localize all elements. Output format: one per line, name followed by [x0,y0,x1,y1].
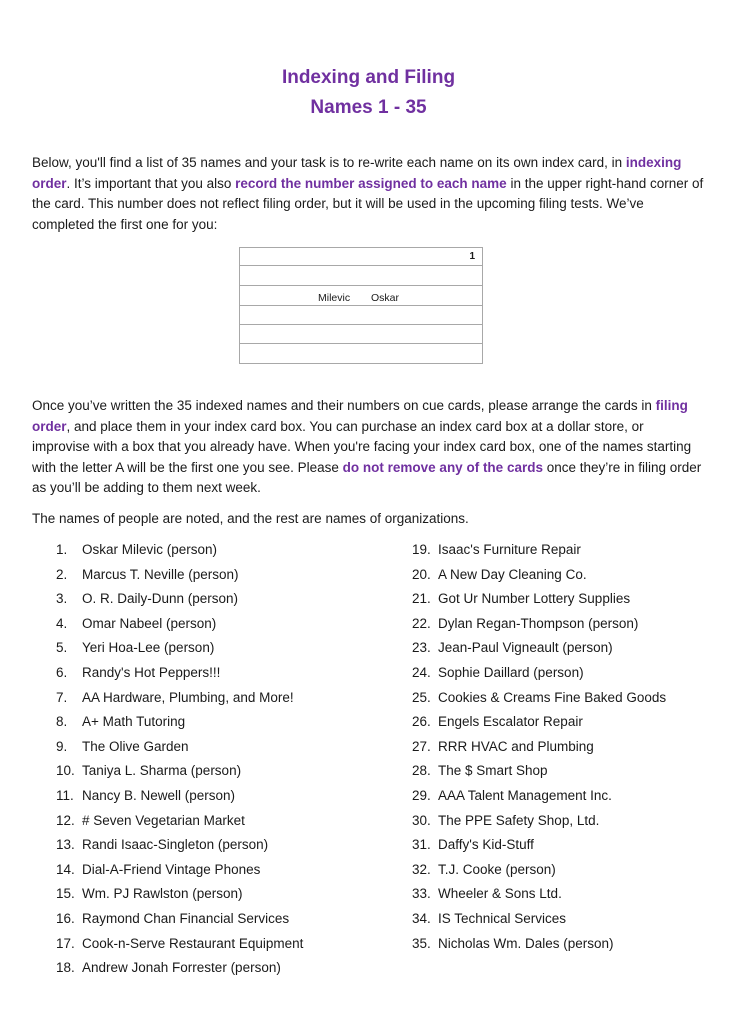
name-list-item [412,885,666,910]
item-number: 13. [56,837,75,853]
card-first-name: Oskar [371,292,400,304]
item-name: AAA Talent Management Inc. [438,787,612,803]
item-name: Dial-A-Friend Vintage Phones [82,861,261,877]
item-name: Cook-n-Serve Restaurant Equipment [82,935,304,951]
item-name: # Seven Vegetarian Market [82,812,245,828]
name-list-item [412,689,666,714]
page-subtitle: Names 1 - 35 [310,97,427,118]
item-number: 10. [56,763,75,779]
name-list-item [412,861,666,886]
item-name: O. R. Daily-Dunn (person) [82,591,239,607]
name-list-item [56,738,303,763]
name-list-item [56,689,303,714]
item-number: 3. [56,591,68,607]
intro-highlight-record-number: record the number assigned to each name [235,175,507,191]
card-rule [240,265,482,266]
instructions-text-1: Once you’ve written the 35 indexed names and their numbers on cue cards, please arrange the cards in [32,398,656,413]
name-list-item [412,935,666,960]
item-number: 5. [56,640,68,656]
item-number: 12. [56,812,75,828]
name-list-item [412,590,666,615]
item-name: IS Technical Services [438,910,567,926]
item-name: Engels Escalator Repair [438,714,583,730]
item-name: AA Hardware, Plumbing, and More! [82,689,294,705]
name-list-item [412,566,666,591]
item-name: Nancy B. Newell (person) [82,787,236,803]
item-name: T.J. Cooke (person) [438,861,556,877]
item-number: 35. [412,935,431,951]
intro-text-1: Below, you'll find a list of 35 names and your task is to re-write each name on its own index card, in [32,155,626,170]
name-list-item [56,639,303,664]
item-name: Got Ur Number Lottery Supplies [438,591,631,607]
name-list-item [412,910,666,935]
intro-paragraph [32,153,704,235]
instructions-highlight-filing-order: filing order [32,398,688,434]
name-list-item [56,713,303,738]
item-number: 32. [412,861,431,877]
item-number: 27. [412,738,431,754]
item-name: Andrew Jonah Forrester (person) [82,960,281,976]
item-number: 16. [56,910,75,926]
item-number: 22. [412,615,431,631]
item-name: Randy's Hot Peppers!!! [82,664,221,680]
item-name: Cookies & Creams Fine Baked Goods [438,689,667,705]
item-name: Randi Isaac-Singleton (person) [82,837,269,853]
name-list-item [56,590,303,615]
name-list-item [412,836,666,861]
item-name: The PPE Safety Shop, Ltd. [438,812,600,828]
item-number: 4. [56,615,68,631]
item-number: 33. [412,886,431,902]
item-name: The $ Smart Shop [438,763,548,779]
name-list-item [412,787,666,812]
item-number: 20. [412,566,431,582]
name-list-item [56,885,303,910]
names-note: The names of people are noted, and the rest are names of organizations. [32,511,469,526]
item-number: 29. [412,787,431,803]
item-name: Omar Nabeel (person) [82,615,217,631]
item-number: 8. [56,714,68,730]
item-number: 7. [56,689,68,705]
item-name: Raymond Chan Financial Services [82,910,290,926]
card-number: 1 [469,251,475,262]
item-name: Taniya L. Sharma (person) [82,763,242,779]
item-number: 30. [412,812,431,828]
name-list-item [56,615,303,640]
item-number: 26. [412,714,431,730]
name-list-item [56,787,303,812]
name-list-item [56,910,303,935]
item-number: 18. [56,960,75,976]
intro-highlight-indexing-order: indexing order [32,155,682,191]
name-list-item [56,762,303,787]
card-last-name: Milevic [318,292,351,304]
name-list-item [56,935,303,960]
item-number: 15. [56,886,75,902]
intro-text-2: . It’s important that you also [66,175,236,191]
item-name: RRR HVAC and Plumbing [438,738,594,754]
item-name: Yeri Hoa-Lee (person) [82,640,215,656]
item-number: 25. [412,689,431,705]
name-list-item [412,713,666,738]
item-name: A+ Math Tutoring [82,714,186,730]
name-list-item [412,812,666,837]
name-list-item [56,664,303,689]
item-number: 6. [56,664,68,680]
item-name: Dylan Regan-Thompson (person) [438,615,639,631]
item-number: 28. [412,763,431,779]
item-name: Jean-Paul Vigneault (person) [438,640,613,656]
name-list-item [412,762,666,787]
instructions-highlight-do-not-remove: do not remove any of the cards [342,459,543,475]
item-number: 1. [56,542,68,557]
name-list-item [56,959,303,984]
item-number: 14. [56,861,75,877]
names-list-left [56,541,303,984]
item-name: Wm. PJ Rawlston (person) [82,886,243,902]
instructions-paragraph [32,396,704,499]
item-number: 11. [56,787,74,803]
item-number: 34. [412,910,431,926]
instructions-text-3: once they’re in filing order as you’ll be adding to them next week. [32,459,702,495]
name-list-item [56,541,303,566]
item-name: The Olive Garden [82,738,189,754]
instructions-text-2: , and place them in your index card box. You can purchase an index card box at a dollar store, or improvise with a box that you already have. When you're facing your index card box, one of the names starting with the letter A will be the first one you see. Please [32,418,692,475]
card-rule [240,343,482,344]
name-list-item [412,639,666,664]
item-name: Nicholas Wm. Dales (person) [438,935,614,951]
name-list-item [56,861,303,886]
item-number: 19. [412,542,431,557]
name-list-item [56,566,303,591]
item-name: Wheeler & Sons Ltd. [438,886,562,902]
item-name: Oskar Milevic (person) [82,542,218,557]
item-number: 23. [412,640,431,656]
item-name: Marcus T. Neville (person) [82,566,239,582]
card-rule [240,324,482,325]
item-number: 9. [56,738,68,754]
intro-text-3: in the upper right-hand corner of the card. This number does not reflect filing order, but it will be used in the upcoming filing tests. We’ve completed the first one for you: [32,175,704,232]
card-rule [240,285,482,286]
name-list-item [412,738,666,763]
item-name: Daffy's Kid-Stuff [438,837,534,853]
item-number: 31. [412,837,431,853]
name-list-item [412,664,666,689]
item-name: Isaac's Furniture Repair [438,542,581,557]
item-number: 17. [56,935,75,951]
item-number: 24. [412,664,431,680]
names-list-right [412,541,666,959]
name-list-item [412,615,666,640]
example-index-card [239,247,483,364]
card-rule [240,305,482,306]
name-list-item [56,836,303,861]
item-name: Sophie Daillard (person) [438,664,584,680]
name-list-item [56,812,303,837]
item-name: A New Day Cleaning Co. [438,566,587,582]
name-list-item [412,541,666,566]
page-title: Indexing and Filing [281,67,456,88]
item-number: 2. [56,566,68,582]
item-number: 21. [412,591,431,607]
